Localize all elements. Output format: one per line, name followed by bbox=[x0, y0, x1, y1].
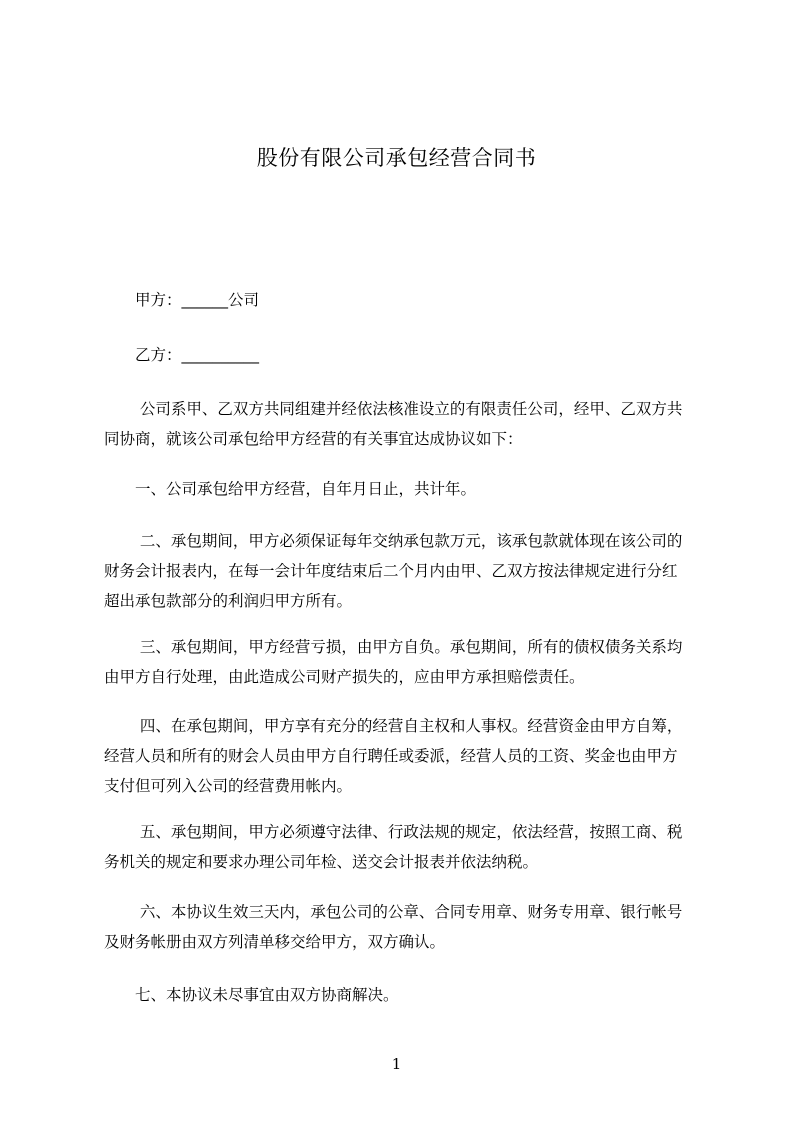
document-title: 股份有限公司承包经营合同书 bbox=[256, 146, 537, 170]
intro-paragraph bbox=[104, 394, 704, 454]
clause-line: 二、承包期间，甲方必须保证每年交纳承包款万元，该承包款就体现在该公司的 bbox=[104, 532, 683, 550]
clause-2 bbox=[104, 526, 704, 616]
clause-line: 支付但可列入公司的经营费用帐内。 bbox=[104, 777, 353, 795]
clause-line: 超出承包款部分的利润归甲方所有。 bbox=[104, 592, 353, 610]
intro-line: 公司系甲、乙双方共同组建并经依法核准设立的有限责任公司，经甲、乙双方共 bbox=[104, 400, 683, 418]
clause-line: 及财务帐册由双方列清单移交给甲方，双方确认。 bbox=[104, 933, 446, 951]
clause-line: 一、公司承包给甲方经营，自年月日止，共计年。 bbox=[104, 480, 477, 498]
page-number: 1 bbox=[391, 1055, 402, 1073]
intro-line: 同协商，就该公司承包给甲方经营的有关事宜达成协议如下： bbox=[104, 430, 523, 448]
clause-line: 三、承包期间，甲方经营亏损，由甲方自负。承包期间，所有的债权债务关系均 bbox=[104, 638, 683, 656]
clause-5 bbox=[104, 817, 704, 877]
clause-7 bbox=[104, 980, 704, 1010]
clause-line: 务机关的规定和要求办理公司年检、送交会计报表并依法纳税。 bbox=[104, 853, 539, 871]
clause-line: 财务会计报表内，在每一会计年度结束后二个月内由甲、乙双方按法律规定进行分红 bbox=[104, 562, 678, 580]
party-b-line: 乙方：__________ bbox=[104, 346, 260, 364]
clause-line: 四、在承包期间，甲方享有充分的经营自主权和人事权。经营资金由甲方自筹， bbox=[104, 717, 683, 735]
party-a-line: 甲方：______公司 bbox=[104, 291, 260, 309]
clause-6 bbox=[104, 897, 704, 957]
clause-line: 经营人员和所有的财会人员由甲方自行聘任或委派，经营人员的工资、奖金也由甲方 bbox=[104, 747, 678, 765]
clause-1 bbox=[104, 474, 704, 504]
clause-line: 五、承包期间，甲方必须遵守法律、行政法规的规定，依法经营，按照工商、税 bbox=[104, 823, 683, 841]
clause-3 bbox=[104, 632, 704, 692]
clause-line: 六、本协议生效三天内，承包公司的公章、合同专用章、财务专用章、银行帐号 bbox=[104, 903, 683, 921]
clause-line: 由甲方自行处理，由此造成公司财产损失的，应由甲方承担赔偿责任。 bbox=[104, 668, 585, 686]
clause-line: 七、本协议未尽事宜由双方协商解决。 bbox=[104, 986, 399, 1004]
clause-4 bbox=[104, 711, 704, 801]
